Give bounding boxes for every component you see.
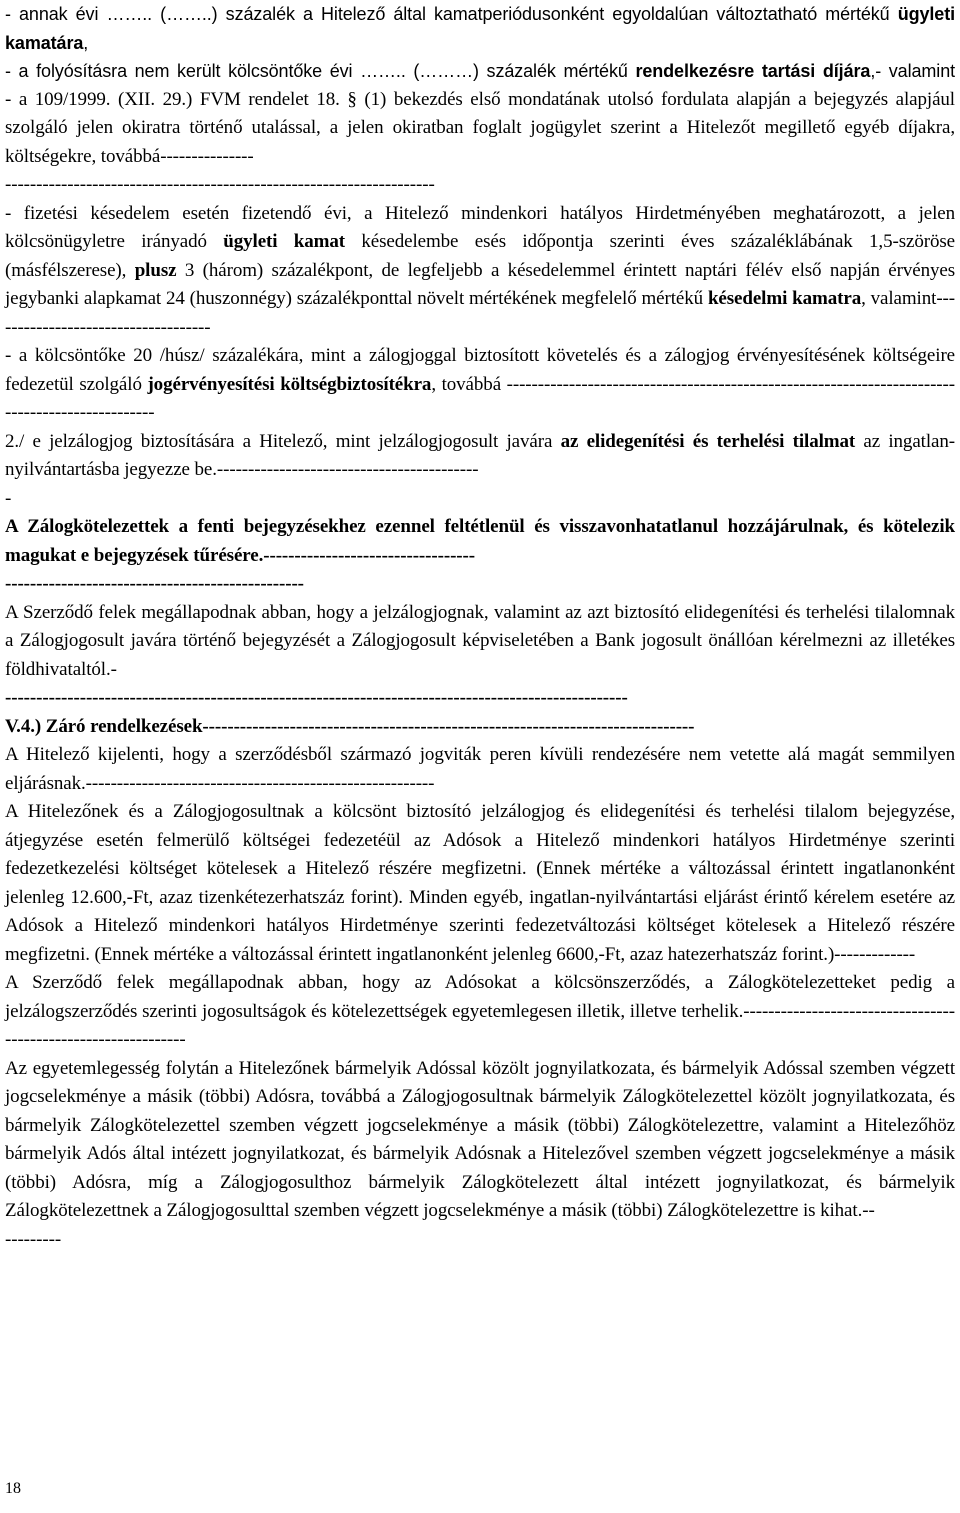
paragraph-b2 [5,57,955,86]
text-run: - a folyósításra nem került kölcsöntőke évi …….. (………) százalék mértékű [5,61,636,81]
document-body [5,0,955,1254]
paragraph-b12 [5,969,955,1055]
page-number: 18 [5,1480,21,1497]
text-run: ügyleti kamat [223,231,346,252]
text-run: A Szerződő felek megállapodnak abban, hogy az Adósokat a kölcsönszerződés, a Zálogkötelezetteket pedig a jelzálogszerződés szerinti jogosultságok és kötelezettségek egyetemlegesen illetik, illetve terhelik.--------------------------------------------------------------- [5,972,955,1050]
text-run: késedelembe esés időpontja szerinti éves százaléklábának 1,5-szöröse (másfélszerese), [5,231,955,281]
text-run: , valamint------------------------------------ [5,288,955,338]
text-run: A Zálogkötelezettek a fenti bejegyzésekhez ezennel feltétlenül és visszavonhatatlanul hozzájárulnak, és kötelezik magukat e bejegyzések tűrésére.---------------------------------- [5,516,955,566]
paragraph-b11 [5,798,955,969]
text-run: 3 (három) százalékpont, de legfeljebb a késedelemmel érintett naptári félév első napján érvényes jegybanki alapkamat 24 (huszonnégy) százalékponttal növelt mértékének megfelelő mértékű [5,259,956,309]
paragraph-b5 [5,342,955,428]
text-run: jogérvényesítési költségbiztosítékra [147,373,432,395]
text-run: rendelkezésre tartási díjára [635,61,871,81]
paragraph-b9 [5,713,955,742]
text-run: plusz [134,259,177,281]
text-run: - annak évi …….. (……..) százalék a Hitelező által kamatperiódusonként egyoldalúan változtatható mértékű [5,4,898,24]
text-run: - [5,487,12,509]
text-run: A Szerződő felek megállapodnak abban, hogy a jelzálogjognak, valamint az azt biztosító elidegenítési és terhelési tilalomnak a Zálogjogosult javára történő bejegyzését a Zálogjogosult képviseletében a Bank jogosult önállóan kérelmezni az illetékes földhivataltól.- [5,601,955,680]
text-run: - a kölcsöntőke 20 /húsz/ százalékára, mint a zálogjoggal biztosított követelés és a zálogjog érvényesítésének költségeire fedezetül szolgáló [5,345,955,395]
paragraph-b13 [5,1055,955,1255]
text-run: az elidegenítési és terhelési tilalmat [560,430,856,452]
text-run: Az egyetemlegesség folytán a Hitelezőnek bármelyik Adóssal közölt jognyilatkozata, és bármelyik Adóssal szemben végzett jogcselekménye a másik (többi) Adósra, továbbá a Zálogjogosultnak bármelyik Zálogkötelezettel közölt jognyilatkozata, és bármelyik Zálogkötelezettel szemben végzett jogcselekménye a másik (többi) Zálogkötelezettre, valamint a Hitelezőhöz bármelyik Adós által intézett jognyilatkozat, és bármelyik Adósnak a Hitelezővel szemben végzett jogcselekménye a másik (többi) Adósra, míg a Zálogjogosulthoz bármelyik Zálogkötelezett által intézett jognyilatkozat, és bármelyik Zálogkötelezettnek a Zálogjogosulttal szemben végzett jogcselekménye a másik (többi) Zálogkötelezettre is kihat.-- [5,1057,955,1221]
text-run: ,- valamint [870,61,956,81]
text-run: ügyleti kamatára [5,4,955,53]
text-run: késedelmi kamatra [707,288,862,309]
paragraph-b1 [5,0,955,57]
text-run: ---------------------------------------------------------------------------------------------------- [5,687,628,708]
paragraph-b10 [5,741,955,798]
text-run: --------- [5,1228,62,1250]
text-run: A Hitelezőnek és a Zálogjogosultnak a kölcsönt biztosító jelzálogjog és elidegenítési és terhelési tilalom bejegyzése, átjegyzése esetén felmerülő költségei fedezetéül az Adósok a Hitelező mindenkori hatályos Hirdetménye szerinti fedezetkezelési költséget kötelesek a Hitelező részére megfizetni. (Ennek mértéke a változással érintett ingatlanonként jelenleg 12.600,-Ft, azaz tizenkétezerhatszáz forint). Minden egyéb, ingatlan-nyilvántartási eljárást érintő kérelem esetére az Adósok a Hitelező mindenkori hatályos Hirdetménye szerinti fedezetváltozási költséget kötelesek a Hitelező részére megfizetni. (Ennek mértéke a változással érintett ingatlanonként jelenleg 6600,-Ft, azaz hatezerhatszáz forint.)------------- [5,801,955,965]
text-run: V.4.) Záró rendelkezések------------------------------------------------------------------------------- [5,715,695,737]
paragraph-b4 [5,200,955,343]
paragraph-b7 [5,513,955,599]
text-run: , [83,32,89,53]
text-run: 2./ e jelzálogjog biztosítására a Hitelező, mint jelzálogjogosult javára [5,430,561,452]
paragraph-b6 [5,428,955,514]
text-run: --------------------------------------------------------------------- [5,174,435,195]
paragraph-b3 [5,86,955,200]
text-run: , továbbá ------------------------------------------------------------------------------------------------ [5,373,955,423]
text-run: - a 109/1999. (XII. 29.) FVM rendelet 18. § (1) bekezdés első mondatának utolsó fordulata alapján a bejegyzés alapjául szolgáló jelen okiratra történő utalással, a jelen okiratban foglalt jogügylet szerint a Hitelezőt megillető egyéb díjakra, költségekre, továbbá--------------- [5,88,955,167]
text-run: ------------------------------------------------ [5,573,304,594]
text-run: az ingatlan-nyilvántartásba jegyezze be.------------------------------------------ [5,430,955,480]
text-run: - fizetési késedelem esetén fizetendő évi, a Hitelező mindenkori hatályos Hirdetményében meghatározott, a jelen kölcsönügyletre irányadó [5,202,955,252]
paragraph-b8 [5,599,955,713]
text-run: A Hitelező kijelenti, hogy a szerződésből származó jogviták peren kívüli rendezésére nem vetette alá magát semmilyen eljárásnak.-------------------------------------------------------- [5,744,955,794]
